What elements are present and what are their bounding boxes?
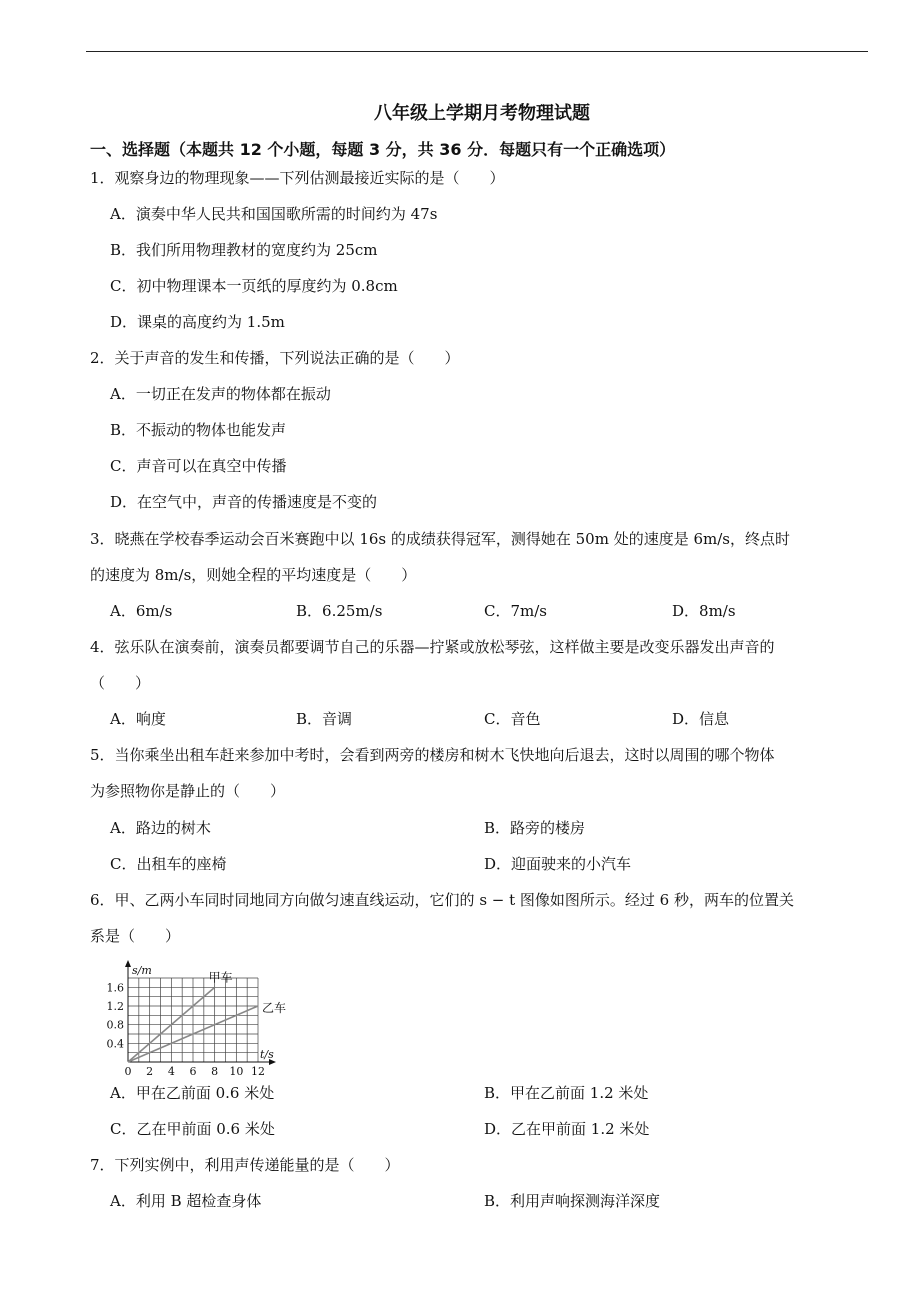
question-5-stem-line1: 5．当你乘坐出租车赶来参加中考时，会看到两旁的楼房和树木飞快地向后退去，这时以周围的哪个物体 [90, 746, 775, 764]
question-1-stem: 1．观察身边的物理现象——下列估测最接近实际的是（ ） [90, 169, 505, 187]
question-4-option-d[interactable]: D．信息 [672, 710, 730, 728]
question-3-option-b[interactable]: B．6.25m/s [296, 602, 383, 620]
y-tick-label: 1.6 [106, 981, 124, 995]
x-tick-label: 8 [211, 1065, 219, 1078]
question-1-option-b[interactable]: B．我们所用物理教材的宽度约为 25cm [110, 241, 378, 259]
question-3-option-c[interactable]: C．7m/s [484, 602, 547, 620]
y-tick-label: 1.2 [106, 1000, 124, 1013]
section-heading: 一、选择题（本题共 12 个小题，每题 3 分，共 36 分．每题只有一个正确选项） [90, 140, 676, 159]
x-tick-label: 6 [189, 1065, 197, 1078]
question-1-option-d[interactable]: D．课桌的高度约为 1.5m [110, 313, 285, 331]
question-4-stem-line1: 4．弦乐队在演奏前，演奏员都要调节自己的乐器—拧紧或放松琴弦，这样做主要是改变乐器发出声音的 [90, 638, 775, 656]
x-tick-label: 2 [146, 1065, 154, 1078]
question-3-stem-line1: 3．晓燕在学校春季运动会百米赛跑中以 16s 的成绩获得冠军，测得她在 50m 处的速度是 6m/s，终点时 [90, 530, 791, 548]
y-axis-arrow [125, 960, 131, 967]
question-6-stem-line2: 系是（ ） [90, 927, 181, 945]
question-5-option-a[interactable]: A．路边的树木 [110, 819, 211, 837]
series-label-2: 乙车 [262, 1001, 287, 1015]
question-5-option-c[interactable]: C．出租车的座椅 [110, 855, 227, 873]
y-tick-label: 0.4 [106, 1037, 124, 1051]
question-5-option-d[interactable]: D．迎面驶来的小汽车 [484, 855, 632, 873]
x-axis-label: t/s [260, 1048, 274, 1061]
question-7-stem: 7．下列实例中，利用声传递能量的是（ ） [90, 1156, 400, 1174]
question-5-stem-line2: 为参照物你是静止的（ ） [90, 782, 286, 800]
question-2-option-c[interactable]: C．声音可以在真空中传播 [110, 457, 287, 475]
question-2-option-b[interactable]: B．不振动的物体也能发声 [110, 421, 287, 439]
x-tick-label: 0 [124, 1065, 132, 1078]
question-7-option-a[interactable]: A．利用 B 超检查身体 [110, 1192, 262, 1210]
question-5-option-b[interactable]: B．路旁的楼房 [484, 819, 586, 837]
question-2-option-d[interactable]: D．在空气中，声音的传播速度是不变的 [110, 493, 378, 511]
question-4-stem-line2: （ ） [90, 674, 151, 692]
x-tick-label: 4 [167, 1065, 175, 1078]
question-1-option-a[interactable]: A．演奏中华人民共和国国歌所需的时间约为 47s [110, 205, 438, 223]
question-4-option-b[interactable]: B．音调 [296, 710, 353, 728]
question-3-option-d[interactable]: D．8m/s [672, 602, 736, 620]
page-title: 八年级上学期月考物理试题 [374, 103, 590, 124]
question-6-option-b[interactable]: B．甲在乙前面 1.2 米处 [484, 1084, 649, 1102]
question-6-stem-line1: 6．甲、乙两小车同时同地同方向做匀速直线运动，它们的 s − t 图像如图所示。经过 6 秒，两车的位置关 [90, 891, 794, 909]
question-4-option-c[interactable]: C．音色 [484, 710, 541, 728]
s-t-graph [96, 956, 296, 1078]
question-2-stem: 2．关于声音的发生和传播，下列说法正确的是（ ） [90, 349, 460, 367]
question-4-option-a[interactable]: A．响度 [110, 710, 166, 728]
y-axis-label: s/m [132, 964, 152, 977]
series-label-1: 甲车 [208, 970, 233, 985]
question-3-stem-line2: 的速度为 8m/s，则她全程的平均速度是（ ） [90, 566, 417, 584]
question-2-option-a[interactable]: A．一切正在发声的物体都在振动 [110, 385, 331, 403]
question-3-option-a[interactable]: A．6m/s [110, 602, 173, 620]
header-rule [86, 51, 868, 52]
question-6-option-a[interactable]: A．甲在乙前面 0.6 米处 [110, 1084, 275, 1102]
x-tick-label: 10 [229, 1065, 244, 1078]
question-6-option-d[interactable]: D．乙在甲前面 1.2 米处 [484, 1120, 650, 1138]
question-6-option-c[interactable]: C．乙在甲前面 0.6 米处 [110, 1120, 275, 1138]
y-tick-label: 0.8 [106, 1018, 124, 1032]
question-7-option-b[interactable]: B．利用声响探测海洋深度 [484, 1192, 661, 1210]
question-1-option-c[interactable]: C．初中物理课本一页纸的厚度约为 0.8cm [110, 277, 398, 295]
x-tick-label: 12 [251, 1065, 265, 1078]
